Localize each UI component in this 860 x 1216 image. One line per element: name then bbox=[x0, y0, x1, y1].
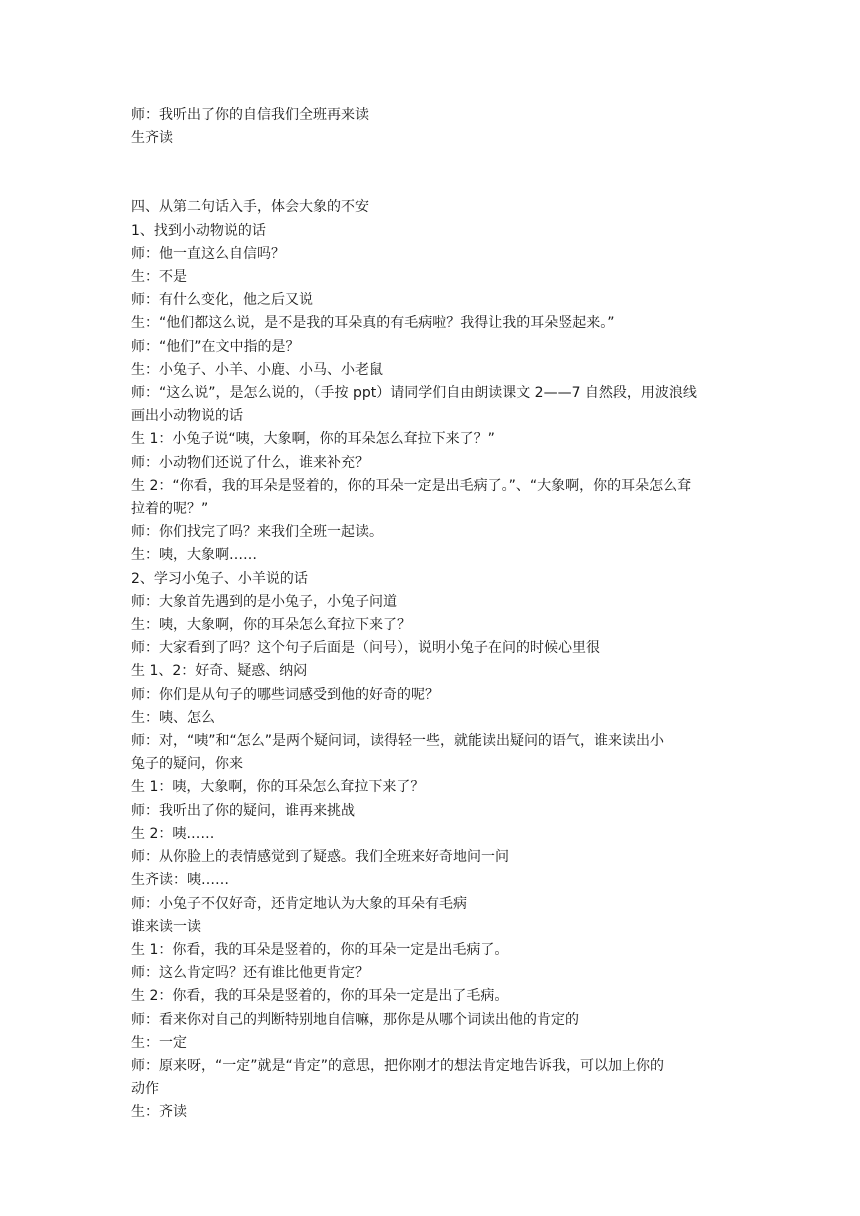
text-line: 生 2：咦…… bbox=[131, 825, 215, 842]
text-line: 师：看来你对自己的判断特别地自信嘛，那你是从哪个词读出他的肯定的 bbox=[131, 1011, 579, 1028]
text-line: 师：“他们”在文中指的是？ bbox=[131, 338, 300, 355]
text-line: 师：我听出了你的疑问，谁再来挑战 bbox=[131, 802, 355, 819]
text-line: 师：小动物们还说了什么，谁来补充？ bbox=[131, 454, 369, 471]
text-line: 生：咦，大象啊…… bbox=[131, 547, 257, 564]
text-line: 师：这么肯定吗？还有谁比他更肯定？ bbox=[131, 965, 369, 982]
document-content bbox=[131, 104, 731, 1125]
text-line: 生：小兔子、小羊、小鹿、小马、小老鼠 bbox=[131, 361, 383, 378]
text-line: 动作 bbox=[131, 1081, 159, 1098]
text-line: 师：你们找完了吗？来我们全班一起读。 bbox=[131, 524, 383, 541]
section-gap bbox=[131, 150, 731, 196]
text-line: 师：小兔子不仅好奇，还肯定地认为大象的耳朵有毛病 bbox=[131, 895, 467, 912]
text-line: 生：咦、怎么 bbox=[131, 709, 215, 726]
text-line: 师：有什么变化，他之后又说 bbox=[131, 292, 313, 309]
text-line: 生 2：你看，我的耳朵是竖着的，你的耳朵一定是出了毛病。 bbox=[131, 988, 509, 1005]
text-line: 生：不是 bbox=[131, 269, 187, 286]
text-line: 拉着的呢？” bbox=[131, 501, 209, 518]
text-line: 师：原来呀，“一定”就是“肯定”的意思，把你刚才的想法肯定地告诉我，可以加上你的 bbox=[131, 1057, 665, 1074]
text-line: 生齐读 bbox=[131, 130, 173, 147]
text-line: 兔子的疑问，你来 bbox=[131, 756, 243, 773]
text-line: 师：我听出了你的自信我们全班再来读 bbox=[131, 107, 369, 123]
text-line: 谁来读一读 bbox=[131, 918, 201, 935]
text-line: 生 2：“你看，我的耳朵是竖着的，你的耳朵一定是出毛病了。”、“大象啊，你的耳朵怎么耷 bbox=[131, 477, 692, 494]
text-line: 师：“这么说”，是怎么说的，（手按 ppt）请同学们自由朗读课文 2——7 自然段，用波浪线 bbox=[131, 385, 697, 402]
body-section bbox=[131, 196, 731, 1124]
text-line: 师：对，“咦”和“怎么”是两个疑问词，读得轻一些，就能读出疑问的语气，谁来读出小 bbox=[131, 733, 665, 750]
text-line: 生 1：你看，我的耳朵是竖着的，你的耳朵一定是出毛病了。 bbox=[131, 941, 509, 958]
text-line: 师：从你脸上的表情感觉到了疑惑。我们全班来好奇地问一问 bbox=[131, 849, 509, 866]
text-line: 生 1：咦，大象啊，你的耳朵怎么耷拉下来了？ bbox=[131, 779, 425, 796]
text-line: 生 1、2：好奇、疑惑、纳闷 bbox=[131, 663, 308, 680]
text-line: 生 1：小兔子说“咦，大象啊，你的耳朵怎么耷拉下来了？” bbox=[131, 431, 495, 448]
text-line: 生：“他们都这么说，是不是我的耳朵真的有毛病啦？我得让我的耳朵竖起来。” bbox=[131, 315, 615, 332]
text-line: 师：他一直这么自信吗？ bbox=[131, 245, 285, 262]
text-line: 生齐读：咦…… bbox=[131, 872, 229, 889]
intro-section bbox=[131, 104, 731, 150]
text-line: 2、学习小兔子、小羊说的话 bbox=[131, 570, 308, 587]
text-line: 1、找到小动物说的话 bbox=[131, 222, 266, 239]
text-line: 画出小动物说的话 bbox=[131, 408, 243, 425]
text-line: 师：你们是从句子的哪些词感受到他的好奇的呢？ bbox=[131, 686, 439, 703]
text-line: 生：齐读 bbox=[131, 1104, 187, 1121]
text-line: 师：大家看到了吗？这个句子后面是（问号），说明小兔子在问的时候心里很 bbox=[131, 640, 600, 657]
text-line: 生：一定 bbox=[131, 1034, 187, 1051]
text-line: 师：大象首先遇到的是小兔子，小兔子问道 bbox=[131, 593, 397, 610]
text-line: 四、从第二句话入手，体会大象的不安 bbox=[131, 199, 369, 216]
text-line: 生：咦，大象啊，你的耳朵怎么耷拉下来了？ bbox=[131, 617, 411, 634]
